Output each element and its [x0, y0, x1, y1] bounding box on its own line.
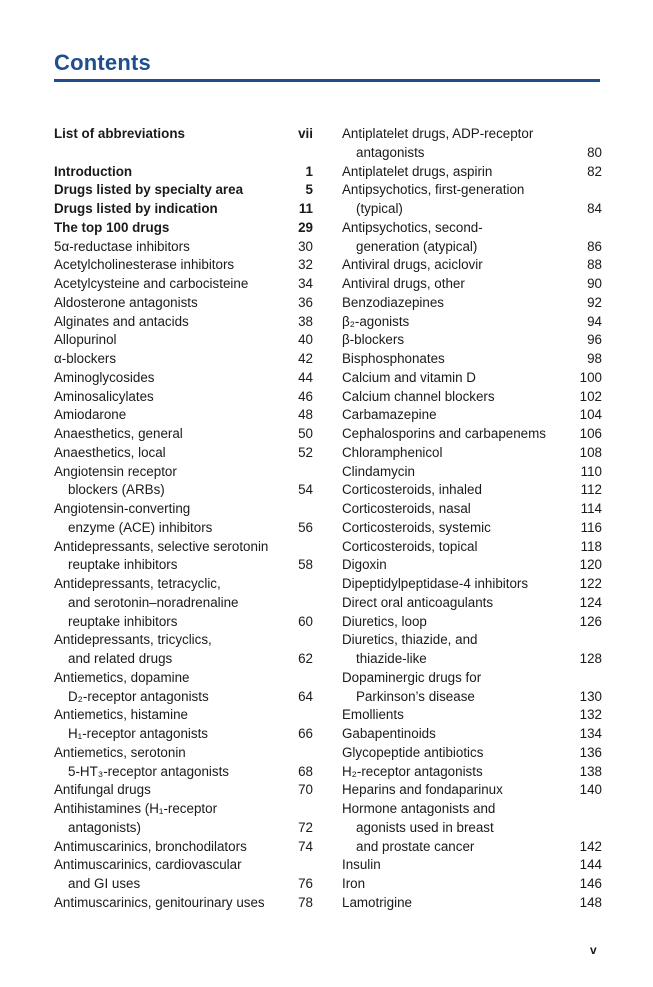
toc-entry-line: Corticosteroids, nasal — [342, 501, 471, 516]
toc-entry-page-number: 120 — [579, 557, 602, 573]
toc-entry-line: agonists used in breast — [356, 819, 494, 835]
toc-entry[interactable] — [54, 294, 313, 313]
toc-entry-line: α-blockers — [54, 351, 117, 366]
toc-entry[interactable] — [342, 669, 602, 707]
toc-entry-line: Clindamycin — [342, 463, 415, 479]
toc-entry[interactable] — [342, 575, 602, 594]
toc-entry-title — [342, 500, 575, 519]
toc-entry-title — [342, 669, 574, 707]
toc-entry-title — [342, 256, 581, 275]
toc-entry-line: Alginates and antacids — [54, 313, 189, 329]
toc-entry-line: Antidepressants, tricyclics, — [54, 632, 212, 648]
toc-entry[interactable] — [342, 594, 602, 613]
toc-entry-line: Antimuscarinics, genitourinary uses — [54, 894, 265, 910]
toc-entry-page-number: 136 — [579, 744, 602, 760]
toc-entry-page-number: 148 — [579, 894, 602, 910]
toc-entry-title — [342, 894, 574, 913]
toc-entry-title — [54, 631, 292, 669]
toc-entry-page-number: 90 — [587, 276, 602, 291]
toc-entry-page-number: 88 — [587, 257, 602, 273]
toc-entry-title — [342, 219, 581, 257]
toc-entry-title — [54, 744, 292, 782]
toc-entry[interactable] — [342, 181, 602, 219]
toc-entry[interactable] — [54, 463, 313, 501]
toc-entry-title — [54, 706, 292, 744]
toc-entry-title — [342, 800, 574, 856]
toc-entry-title — [54, 331, 292, 350]
toc-entry[interactable] — [342, 294, 602, 313]
toc-entry-line: Acetylcholinesterase inhibitors — [54, 257, 235, 273]
toc-entry-title — [342, 856, 574, 875]
toc-entry-page-number: 98 — [587, 351, 602, 366]
toc-entry-title — [342, 463, 575, 482]
toc-entry-title — [342, 538, 575, 557]
toc-entry[interactable] — [54, 856, 313, 894]
toc-entry-page-number: 52 — [298, 444, 313, 460]
toc-entry[interactable] — [342, 800, 602, 856]
toc-entry-line: Benzodiazepines — [342, 294, 444, 310]
toc-entry-line: Antidepressants, selective serotonin — [54, 538, 269, 554]
toc-entry-line: Drugs listed by indication — [54, 201, 218, 216]
toc-entry-page-number: 84 — [587, 201, 602, 216]
toc-entry[interactable] — [342, 163, 602, 182]
toc-entry-title — [54, 388, 292, 407]
toc-entry-title — [342, 388, 574, 407]
toc-entry[interactable] — [342, 781, 602, 800]
title-divider — [54, 79, 600, 82]
toc-entry-line: Allopurinol — [54, 332, 117, 348]
toc-entry-title — [54, 575, 292, 631]
toc-entry-line: and prostate cancer — [356, 838, 475, 854]
toc-entry[interactable] — [342, 425, 602, 444]
toc-entry-title — [54, 350, 292, 369]
toc-entry-page-number: 112 — [580, 482, 602, 498]
toc-entry-line: Direct oral anticoagulants — [342, 594, 494, 610]
toc-entry-title — [54, 256, 292, 275]
toc-entry-line: Corticosteroids, systemic — [342, 519, 491, 535]
section-gap — [54, 144, 313, 163]
toc-entry[interactable] — [342, 369, 602, 388]
toc-entry[interactable] — [342, 219, 602, 257]
toc-entry-page-number: 134 — [579, 726, 602, 741]
toc-entry-line: Angiotensin-converting — [54, 501, 191, 516]
toc-entry[interactable] — [342, 519, 602, 538]
toc-entry-page-number: 38 — [298, 313, 313, 329]
toc-entry-page-number: 86 — [587, 238, 602, 254]
toc-entry-line: Antiviral drugs, other — [342, 276, 465, 291]
toc-left-column — [54, 125, 313, 913]
toc-entry-line: antagonists) — [68, 819, 141, 835]
toc-entry-line: Lamotrigine — [342, 894, 412, 910]
toc-entry[interactable] — [54, 313, 313, 332]
toc-entry[interactable] — [54, 275, 313, 294]
toc-entry-line: Antifungal drugs — [54, 782, 151, 798]
toc-entry-line: Glycopeptide antibiotics — [342, 744, 484, 760]
toc-entry-title — [342, 781, 574, 800]
toc-entry-line: antagonists — [356, 144, 425, 160]
toc-entry-title — [342, 706, 574, 725]
toc-entry-title — [54, 894, 292, 913]
toc-entry-page-number: 58 — [298, 557, 313, 573]
toc-entry-line: Calcium channel blockers — [342, 388, 495, 404]
toc-entry-line: Cephalosporins and carbapenems — [342, 426, 546, 441]
page-title: Contents — [54, 50, 151, 75]
toc-entry-page-number: 106 — [579, 426, 602, 441]
toc-entry-line: Insulin — [342, 857, 381, 873]
toc-entry-page-number: 128 — [579, 651, 602, 666]
toc-entry-title — [54, 463, 292, 501]
toc-entry-line: β-blockers — [342, 332, 405, 348]
toc-entry-page-number: 124 — [579, 594, 602, 610]
toc-entry-line: Antiplatelet drugs, ADP-receptor — [342, 126, 534, 141]
toc-entry-page-number: 138 — [579, 763, 602, 779]
toc-entry[interactable] — [54, 425, 313, 444]
toc-entry[interactable] — [342, 613, 602, 632]
toc-entry-page-number: 34 — [298, 276, 313, 291]
toc-entry-line: Introduction — [54, 163, 133, 179]
toc-entry[interactable] — [54, 369, 313, 388]
toc-entry[interactable] — [54, 894, 313, 913]
toc-entry-line: reuptake inhibitors — [68, 557, 178, 573]
toc-entry[interactable] — [342, 538, 602, 557]
toc-entry-line: Dipeptidylpeptidase-4 inhibitors — [342, 576, 529, 591]
toc-entry-line: Acetylcysteine and carbocisteine — [54, 276, 249, 291]
toc-entry-title — [342, 613, 574, 632]
toc-entry[interactable] — [54, 350, 313, 369]
toc-entry[interactable] — [54, 125, 313, 144]
toc-entry-page-number: 80 — [587, 144, 602, 160]
toc-entry[interactable] — [342, 500, 602, 519]
toc-entry[interactable] — [342, 331, 602, 350]
toc-entry-line: Amiodarone — [54, 407, 127, 423]
toc-entry[interactable] — [342, 313, 602, 332]
toc-entry[interactable] — [54, 631, 313, 669]
toc-entry-line: and serotonin–noradrenaline — [68, 594, 239, 610]
toc-entry[interactable] — [54, 331, 313, 350]
toc-entry[interactable] — [54, 256, 313, 275]
toc-entry[interactable] — [342, 256, 602, 275]
toc-entry-title — [54, 200, 293, 219]
toc-entry-title — [54, 181, 300, 200]
toc-entry-line: Aminoglycosides — [54, 369, 155, 385]
toc-entry-page-number: 78 — [298, 894, 313, 910]
toc-entry-page-number: 96 — [587, 332, 602, 348]
toc-entry[interactable] — [54, 238, 313, 257]
toc-entry-page-number: 92 — [587, 294, 602, 310]
toc-entry-title — [342, 875, 574, 894]
toc-entry-page-number: 144 — [579, 857, 602, 873]
toc-entry-page-number: 36 — [298, 294, 313, 310]
toc-entry-line: and related drugs — [68, 651, 173, 666]
toc-entry-line: Emollients — [342, 707, 404, 723]
toc-entry-page-number: 66 — [298, 726, 313, 741]
toc-entry[interactable] — [54, 538, 313, 576]
toc-entry-line: Gabapentinoids — [342, 726, 436, 741]
toc-entry-line: Calcium and vitamin D — [342, 369, 476, 385]
toc-entry[interactable] — [342, 125, 602, 163]
toc-entry[interactable] — [54, 669, 313, 707]
toc-entry-page-number: 68 — [298, 763, 313, 779]
toc-entry[interactable] — [342, 744, 602, 763]
toc-entry-line: Antiviral drugs, aciclovir — [342, 257, 483, 273]
toc-entry-title — [342, 725, 574, 744]
toc-entry-title — [342, 481, 575, 500]
toc-entry-title — [342, 519, 575, 538]
toc-entry-title — [342, 744, 574, 763]
toc-entry-line: Antipsychotics, first-generation — [342, 182, 525, 198]
toc-entry-page-number: 146 — [579, 876, 602, 891]
toc-entry-page-number: 114 — [580, 501, 602, 516]
toc-entry-title — [54, 800, 292, 838]
toc-entry-page-number: 108 — [579, 444, 602, 460]
toc-entry-line: 5α-reductase inhibitors — [54, 238, 190, 254]
toc-entry[interactable] — [342, 556, 602, 575]
toc-entry[interactable] — [54, 181, 313, 200]
toc-entry-title — [54, 294, 292, 313]
toc-entry-page-number: 60 — [298, 613, 313, 629]
toc-entry-page-number: 46 — [298, 388, 313, 404]
toc-entry[interactable] — [54, 838, 313, 857]
toc-entry-page-number: 40 — [298, 332, 313, 348]
toc-entry-page-number: 118 — [580, 538, 602, 554]
toc-entry-title — [342, 294, 581, 313]
toc-entry-line: Corticosteroids, topical — [342, 538, 478, 554]
toc-entry-line: reuptake inhibitors — [68, 613, 178, 629]
toc-entry-page-number: 70 — [298, 782, 313, 798]
toc-entry[interactable] — [342, 444, 602, 463]
toc-entry-page-number: 29 — [298, 219, 313, 235]
toc-entry-page-number: 74 — [298, 838, 313, 854]
toc-entry-page-number: 11 — [298, 201, 313, 216]
toc-entry-page-number: 44 — [298, 369, 313, 385]
toc-entry[interactable] — [54, 575, 313, 631]
toc-entry-title — [54, 163, 300, 182]
toc-entry-page-number: 30 — [298, 238, 313, 254]
toc-entry[interactable] — [342, 350, 602, 369]
toc-entry-title — [342, 125, 581, 163]
toc-entry-title — [54, 838, 292, 857]
toc-entry-line: Antimuscarinics, bronchodilators — [54, 838, 247, 854]
toc-entry-page-number: 110 — [580, 463, 602, 479]
toc-entry-line: Antihistamines (H₁-receptor — [54, 801, 218, 816]
toc-entry-line: and GI uses — [68, 876, 141, 891]
toc-entry[interactable] — [342, 763, 602, 782]
toc-entry-line: D₂-receptor antagonists — [68, 688, 209, 704]
toc-entry-title — [54, 275, 292, 294]
toc-entry-title — [54, 406, 292, 425]
toc-entry-line: Diuretics, thiazide, and — [342, 632, 478, 648]
toc-entry-line: thiazide-like — [356, 651, 427, 666]
toc-entry-page-number: 56 — [298, 519, 313, 535]
toc-entry[interactable] — [342, 894, 602, 913]
toc-entry[interactable] — [54, 500, 313, 538]
toc-entry-line: Dopaminergic drugs for — [342, 669, 482, 685]
toc-entry-title — [54, 856, 292, 894]
toc-entry[interactable] — [54, 781, 313, 800]
toc-entry-page-number: 32 — [298, 257, 313, 273]
toc-entry-page-number: 104 — [579, 407, 602, 423]
toc-entry-line: enzyme (ACE) inhibitors — [68, 519, 213, 535]
toc-entry-title — [342, 406, 574, 425]
toc-entry-line: The top 100 drugs — [54, 219, 170, 235]
toc-entry-line: Drugs listed by specialty area — [54, 182, 244, 198]
toc-entry-page-number: 54 — [298, 482, 313, 498]
toc-entry-title — [342, 275, 581, 294]
toc-entry-title — [342, 181, 581, 219]
toc-entry-page-number: 64 — [298, 688, 313, 704]
toc-entry-page-number: 140 — [579, 782, 602, 798]
toc-entry[interactable] — [342, 631, 602, 669]
toc-entry-line: Antiemetics, serotonin — [54, 744, 186, 760]
toc-entry-line: (typical) — [356, 201, 403, 216]
toc-entry-title — [54, 781, 292, 800]
toc-entry-page-number: 94 — [587, 313, 602, 329]
toc-entry-page-number: 62 — [298, 651, 313, 666]
toc-entry-title — [54, 669, 292, 707]
toc-entry-title — [342, 369, 574, 388]
toc-entry[interactable] — [342, 481, 602, 500]
toc-entry[interactable] — [54, 388, 313, 407]
toc-entry-page-number: 102 — [579, 388, 602, 404]
toc-entry[interactable] — [342, 725, 602, 744]
toc-entry-line: 5-HT₃-receptor antagonists — [68, 763, 230, 779]
toc-entry-line: Anaesthetics, local — [54, 444, 166, 460]
toc-entry[interactable] — [54, 200, 313, 219]
toc-entry-page-number: 1 — [305, 163, 313, 179]
toc-entry-page-number: 5 — [305, 182, 313, 198]
toc-entry-page-number: 50 — [298, 426, 313, 441]
toc-entry-line: Antidepressants, tetracyclic, — [54, 576, 221, 591]
toc-entry-title — [54, 500, 292, 538]
toc-entry-page-number: 72 — [298, 819, 313, 835]
toc-entry-line: H₁-receptor antagonists — [68, 726, 208, 741]
toc-entry-title — [54, 369, 292, 388]
toc-entry[interactable] — [54, 800, 313, 838]
toc-entry-title — [54, 219, 292, 238]
toc-entry-page-number: 130 — [579, 688, 602, 704]
toc-entry-title — [342, 556, 574, 575]
toc-entry-line: blockers (ARBs) — [68, 482, 165, 498]
toc-entry-title — [342, 313, 581, 332]
toc-entry-page-number: vii — [298, 126, 313, 141]
toc-entry-line: Parkinson’s disease — [356, 688, 475, 704]
toc-entry-line: H₂-receptor antagonists — [342, 763, 483, 779]
toc-entry-line: Heparins and fondaparinux — [342, 782, 503, 798]
toc-entry-title — [342, 331, 581, 350]
toc-entry-title — [54, 444, 292, 463]
toc-entry-line: Iron — [342, 876, 366, 891]
toc-entry[interactable] — [342, 856, 602, 875]
toc-entry-page-number: 42 — [298, 351, 313, 366]
toc-entry[interactable] — [342, 463, 602, 482]
toc-entry[interactable] — [342, 388, 602, 407]
toc-entry-page-number: 142 — [579, 838, 602, 854]
toc-entry[interactable] — [54, 163, 313, 182]
toc-entry-title — [54, 538, 292, 576]
toc-entry[interactable] — [54, 706, 313, 744]
toc-entry-page-number: 122 — [579, 576, 602, 591]
toc-entry-page-number: 116 — [580, 519, 602, 535]
toc-entry-line: Antipsychotics, second- — [342, 219, 483, 235]
toc-entry-title — [342, 444, 574, 463]
toc-entry-title — [342, 763, 574, 782]
toc-entry-line: Antimuscarinics, cardiovascular — [54, 857, 242, 873]
toc-right-column — [342, 125, 602, 913]
toc-entry[interactable] — [342, 275, 602, 294]
toc-entry-line: Hormone antagonists and — [342, 801, 496, 816]
toc-entry-line: Corticosteroids, inhaled — [342, 482, 482, 498]
toc-entry-title — [342, 163, 581, 182]
toc-entry[interactable] — [54, 744, 313, 782]
toc-entry-title — [54, 238, 292, 257]
toc-entry-line: Bisphosphonates — [342, 351, 445, 366]
toc-entry-title — [342, 425, 574, 444]
toc-entry[interactable] — [342, 875, 602, 894]
toc-entry[interactable] — [54, 406, 313, 425]
toc-entry-page-number: 76 — [298, 876, 313, 891]
toc-entry-line: Anaesthetics, general — [54, 426, 183, 441]
toc-entry-line: Angiotensin receptor — [54, 463, 177, 479]
toc-entry-line: Carbamazepine — [342, 407, 437, 423]
toc-entry[interactable] — [54, 444, 313, 463]
toc-entry-line: Antiplatelet drugs, aspirin — [342, 163, 493, 179]
toc-entry-line: Digoxin — [342, 557, 387, 573]
toc-entry-title — [342, 575, 574, 594]
toc-entry-title — [54, 425, 292, 444]
toc-entry-line: Aldosterone antagonists — [54, 294, 198, 310]
toc-entry-page-number: 132 — [579, 707, 602, 723]
toc-entry-line: Antiemetics, histamine — [54, 707, 188, 723]
toc-entry-line: Chloramphenicol — [342, 444, 443, 460]
toc-entry-title — [54, 313, 292, 332]
toc-entry-title — [342, 594, 574, 613]
toc-entry[interactable] — [342, 406, 602, 425]
toc-entry[interactable] — [342, 706, 602, 725]
toc-entry-page-number: 100 — [579, 369, 602, 385]
toc-entry-page-number: 82 — [587, 163, 602, 179]
toc-entry-line: Diuretics, loop — [342, 613, 427, 629]
toc-entry-line: Antiemetics, dopamine — [54, 669, 190, 685]
toc-entry-page-number: 126 — [579, 613, 602, 629]
toc-entry-title — [342, 350, 581, 369]
toc-entry-page-number: 48 — [298, 407, 313, 423]
toc-entry-line: β₂-agonists — [342, 313, 410, 329]
toc-entry-line: List of abbreviations — [54, 126, 185, 141]
toc-entry[interactable] — [54, 219, 313, 238]
toc-entry-title — [342, 631, 574, 669]
toc-entry-title — [54, 125, 292, 144]
toc-entry-line: generation (atypical) — [356, 238, 478, 254]
toc-entry-line: Aminosalicylates — [54, 388, 154, 404]
page-number: v — [590, 943, 597, 957]
